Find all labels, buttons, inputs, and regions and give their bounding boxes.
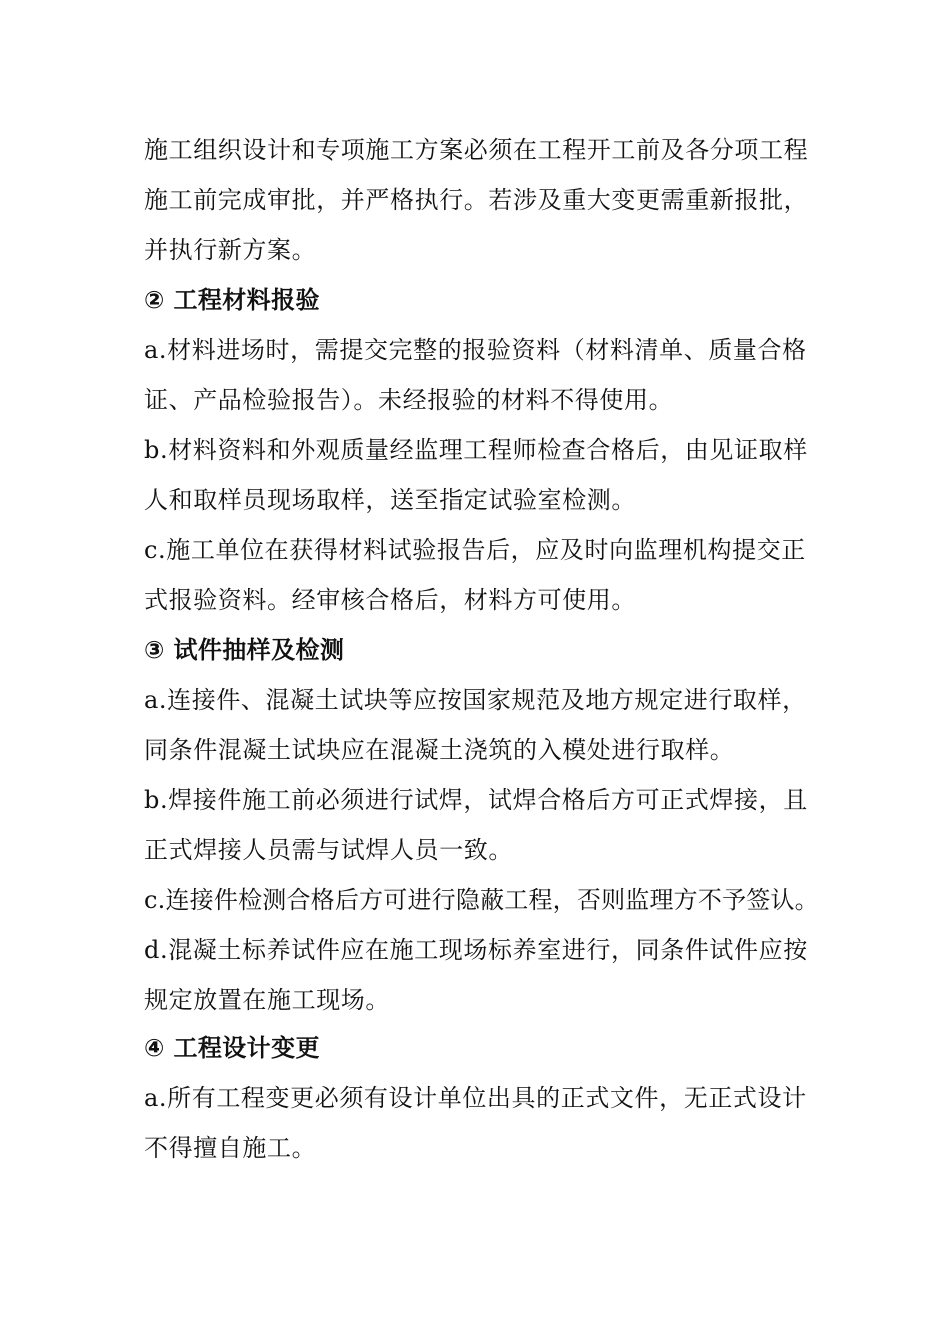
intro-line-3: 并执行新方案。	[144, 236, 317, 264]
section-2-item-a-line-2: 证、产品检验报告）。未经报验的材料不得使用。	[144, 386, 674, 414]
intro-line-1: 施工组织设计和专项施工方案必须在工程开工前及各分项工程	[144, 136, 809, 164]
section-2-item-c-line-1: c.施工单位在获得材料试验报告后，应及时向监理机构提交正	[144, 536, 806, 564]
section-3-item-d-line-1: d.混凝土标养试件应在施工现场标养室进行，同条件试件应按	[144, 936, 808, 964]
section-2-item-b-line-2: 人和取样员现场取样，送至指定试验室检测。	[144, 486, 636, 514]
section-2-item-a-line-1: a.材料进场时，需提交完整的报验资料（材料清单、质量合格	[144, 336, 807, 364]
section-3-item-d-line-2: 规定放置在施工现场。	[144, 986, 390, 1014]
section-4-heading: ④ 工程设计变更	[144, 1034, 320, 1062]
section-2-item-b-line-1: b.材料资料和外观质量经监理工程师检查合格后，由见证取样	[144, 436, 808, 464]
section-3-item-a-line-2: 同条件混凝土试块应在混凝土浇筑的入模处进行取样。	[144, 736, 735, 764]
intro-line-2: 施工前完成审批，并严格执行。若涉及重大变更需重新报批，	[144, 186, 809, 214]
section-4-item-a-line-2: 不得擅自施工。	[144, 1134, 317, 1162]
section-3-item-a-line-1: a.连接件、混凝土试块等应按国家规范及地方规定进行取样，	[144, 686, 807, 714]
section-2-item-c-line-2: 式报验资料。经审核合格后，材料方可使用。	[144, 586, 636, 614]
section-2-heading: ② 工程材料报验	[144, 286, 320, 314]
section-3-item-c-line-1: c.连接件检测合格后方可进行隐蔽工程，否则监理方不予签认。	[144, 886, 819, 914]
section-4-item-a-line-1: a.所有工程变更必须有设计单位出具的正式文件，无正式设计	[144, 1084, 807, 1112]
section-3-item-b-line-2: 正式焊接人员需与试焊人员一致。	[144, 836, 513, 864]
section-3-item-b-line-1: b.焊接件施工前必须进行试焊，试焊合格后方可正式焊接，且	[144, 786, 808, 814]
section-3-heading: ③ 试件抽样及检测	[144, 636, 345, 664]
